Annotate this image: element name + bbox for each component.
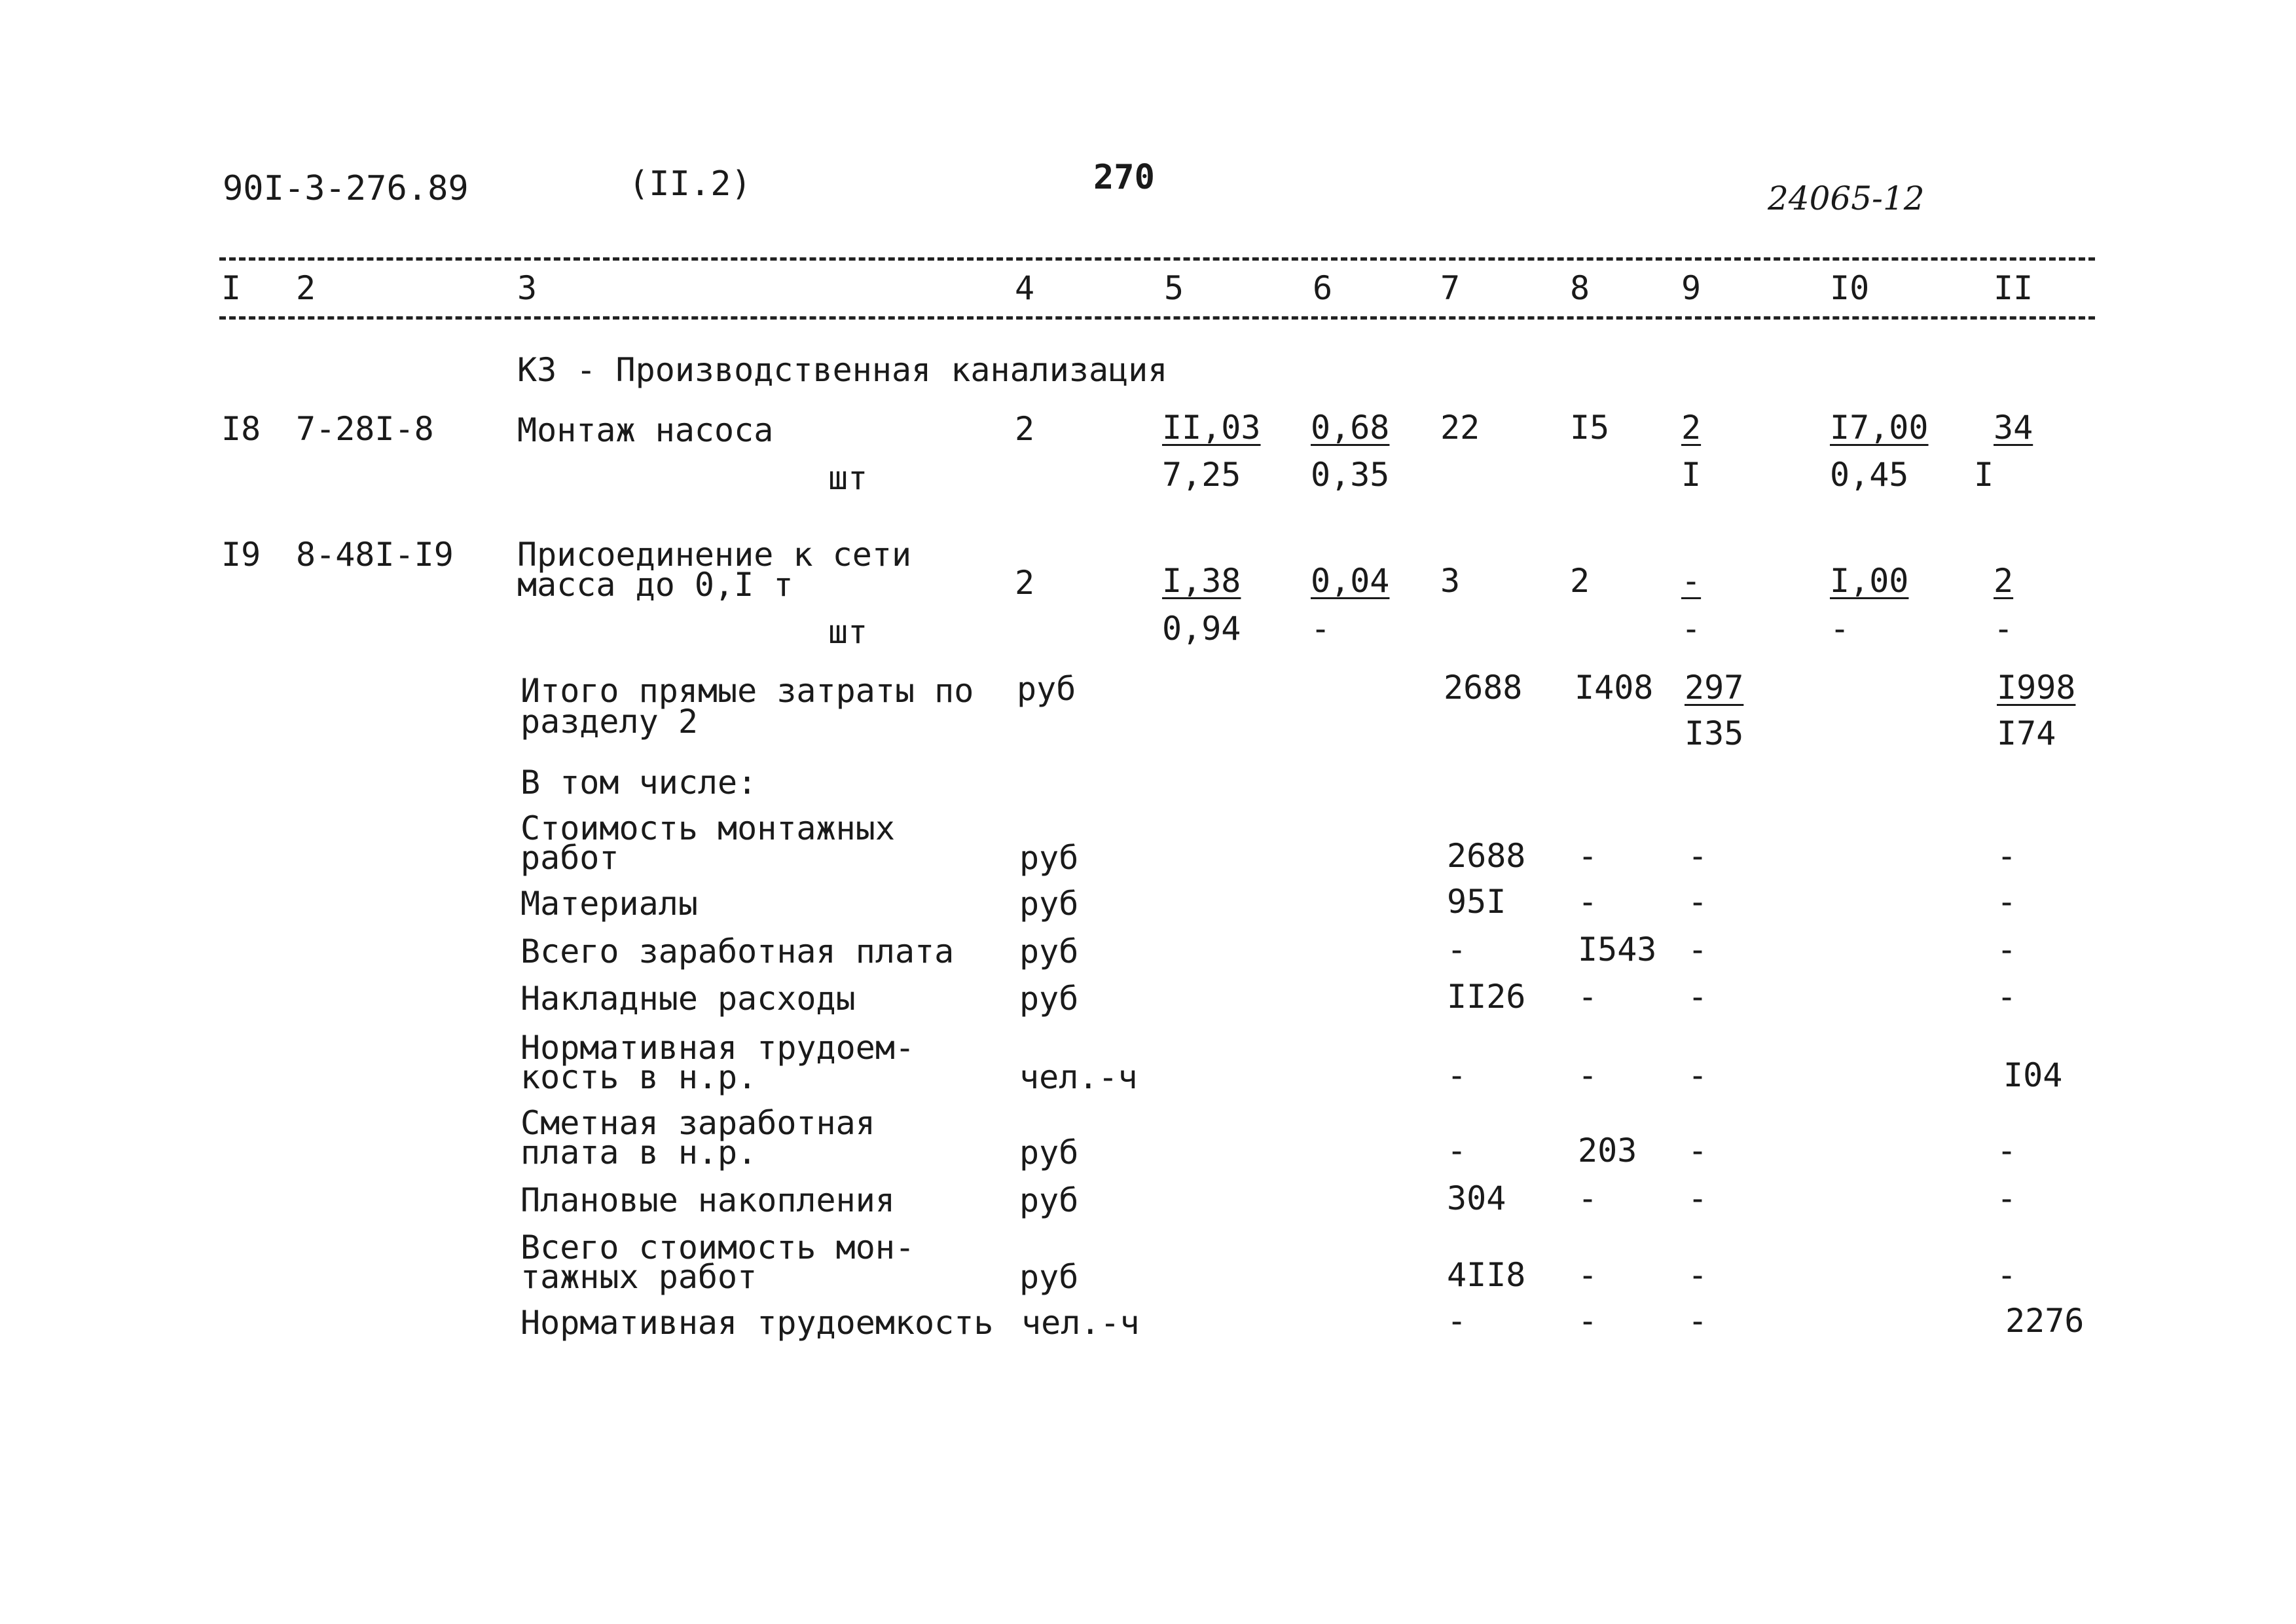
breakdown-label-line2: тажных работ: [520, 1258, 757, 1296]
col11-bottom: -: [1994, 610, 2014, 648]
breakdown-col9: -: [1688, 1056, 1708, 1094]
column-header-7: 7: [1440, 269, 1461, 307]
breakdown-col11: I04: [2003, 1056, 2063, 1094]
breakdown-col9: -: [1688, 1179, 1708, 1217]
col11-top: 2: [1994, 562, 2014, 600]
row-number: I8: [221, 410, 261, 448]
totals-col8: I408: [1575, 669, 1654, 707]
breakdown-col9: -: [1688, 1256, 1708, 1294]
breakdown-label-line1: Накладные расходы: [520, 980, 856, 1018]
breakdown-col9: -: [1688, 883, 1708, 921]
col10-top: I,00: [1830, 562, 1909, 600]
row-number: I9: [221, 536, 261, 574]
col8: 2: [1570, 562, 1590, 600]
column-header-4: 4: [1015, 269, 1035, 307]
breakdown-unit: руб: [1019, 1181, 1079, 1219]
col7: 22: [1440, 409, 1480, 447]
breakdown-unit: руб: [1019, 932, 1079, 970]
rate-code: 8-48I-I9: [296, 536, 454, 574]
breakdown-label-line1: Плановые накопления: [520, 1181, 895, 1219]
breakdown-label-line2: работ: [520, 839, 619, 877]
column-header-3: 3: [517, 269, 538, 307]
breakdown-col8: -: [1578, 1256, 1598, 1294]
column-header-5: 5: [1164, 269, 1184, 307]
breakdown-label-line1: Нормативная трудоем-: [520, 1029, 915, 1067]
breakdown-col8: -: [1578, 978, 1598, 1016]
breakdown-col9: -: [1688, 931, 1708, 969]
including-label: В том числе:: [520, 764, 757, 802]
breakdown-label-line1: Нормативная трудоемкость: [520, 1304, 994, 1342]
section-title: К3 - Производственная канализация: [517, 351, 1168, 389]
breakdown-col8: 203: [1578, 1132, 1637, 1170]
breakdown-col9: -: [1688, 837, 1708, 875]
header-rule-bottom: [219, 316, 2095, 320]
breakdown-col8: -: [1578, 1179, 1598, 1217]
unit-word: шт: [828, 459, 868, 497]
quantity: 2: [1015, 564, 1035, 602]
breakdown-label-line1: Стоимость монтажных: [520, 809, 895, 847]
breakdown-unit: руб: [1019, 1134, 1079, 1172]
breakdown-unit: чел.-ч: [1019, 1058, 1138, 1096]
col6-bottom: 0,35: [1311, 456, 1390, 494]
breakdown-col7: 4II8: [1447, 1256, 1526, 1294]
breakdown-col11: -: [1997, 931, 2017, 969]
breakdown-col11: -: [1997, 883, 2017, 921]
col5-top: II,03: [1162, 409, 1261, 447]
breakdown-col11: -: [1997, 1256, 2017, 1294]
col5-bottom: 0,94: [1162, 610, 1241, 648]
breakdown-label-line1: Всего заработная плата: [520, 932, 955, 970]
breakdown-col7: 2688: [1447, 837, 1526, 875]
breakdown-col8: -: [1578, 1056, 1598, 1094]
column-header-11: II: [1994, 269, 2033, 307]
col9-bottom: -: [1681, 610, 1702, 648]
column-header-8: 8: [1570, 269, 1590, 307]
col6-bottom: -: [1311, 610, 1331, 648]
breakdown-col9: -: [1688, 1132, 1708, 1170]
work-name: Монтаж насоса: [517, 411, 774, 449]
breakdown-col7: -: [1447, 1056, 1467, 1094]
part-number: (II.2): [629, 164, 752, 204]
document-code: 90I-3-276.89: [223, 169, 469, 208]
breakdown-col8: -: [1578, 1302, 1598, 1340]
breakdown-unit: чел.-ч: [1021, 1304, 1140, 1342]
breakdown-col11: -: [1997, 1132, 2017, 1170]
quantity: 2: [1015, 410, 1035, 448]
breakdown-unit: руб: [1019, 980, 1079, 1018]
col8: I5: [1570, 409, 1610, 447]
col5-top: I,38: [1162, 562, 1241, 600]
totals-col7: 2688: [1444, 669, 1523, 707]
col9-top: -: [1681, 562, 1702, 600]
breakdown-unit: руб: [1019, 839, 1079, 877]
breakdown-col8: -: [1578, 883, 1598, 921]
header-rule-top: [219, 257, 2095, 261]
col10-bottom: -: [1830, 610, 1850, 648]
col11-bottom: I: [1974, 456, 1994, 494]
totals-col11-top: I998: [1997, 669, 2076, 707]
column-header-9: 9: [1681, 269, 1702, 307]
totals-col9-top: 297: [1685, 669, 1744, 707]
col6-top: 0,04: [1311, 562, 1390, 600]
breakdown-unit: руб: [1019, 1258, 1079, 1296]
breakdown-col7: 95I: [1447, 883, 1506, 921]
breakdown-label-line2: кость в н.р.: [520, 1058, 757, 1096]
totals-label-line1: Итого прямые затраты по: [520, 672, 974, 710]
work-name-line1: Присоединение к сети: [517, 536, 912, 574]
col11-top: 34: [1994, 409, 2033, 447]
column-header-1: I: [221, 269, 242, 307]
breakdown-col9: -: [1688, 1302, 1708, 1340]
col6-top: 0,68: [1311, 409, 1390, 447]
breakdown-col8: I543: [1578, 931, 1657, 969]
breakdown-label-line1: Всего стоимость мон-: [520, 1228, 915, 1266]
breakdown-label-line1: Материалы: [520, 885, 698, 923]
breakdown-col7: -: [1447, 931, 1467, 969]
totals-unit: руб: [1017, 670, 1076, 708]
totals-col11-bottom: I74: [1997, 714, 2056, 752]
col9-top: 2: [1681, 409, 1702, 447]
col10-bottom: 0,45: [1830, 456, 1909, 494]
breakdown-col8: -: [1578, 837, 1598, 875]
work-name-line2: масса до 0,I т: [517, 566, 793, 604]
col10-top: I7,00: [1830, 409, 1929, 447]
breakdown-label-line2: плата в н.р.: [520, 1134, 757, 1172]
totals-label-line2: разделу 2: [520, 703, 698, 741]
breakdown-col7: -: [1447, 1302, 1467, 1340]
breakdown-col11: 2276: [2005, 1302, 2085, 1340]
column-header-2: 2: [296, 269, 316, 307]
breakdown-col11: -: [1997, 837, 2017, 875]
breakdown-col11: -: [1997, 1179, 2017, 1217]
col5-bottom: 7,25: [1162, 456, 1241, 494]
breakdown-col7: -: [1447, 1132, 1467, 1170]
breakdown-label-line1: Сметная заработная: [520, 1104, 875, 1142]
column-header-6: 6: [1313, 269, 1333, 307]
breakdown-col7: II26: [1447, 978, 1526, 1016]
rate-code: 7-28I-8: [296, 410, 434, 448]
column-header-10: I0: [1830, 269, 1870, 307]
breakdown-col11: -: [1997, 978, 2017, 1016]
breakdown-col7: 304: [1447, 1179, 1506, 1217]
inventory-number-handwritten: 24065-12: [1768, 179, 1925, 217]
totals-col9-bottom: I35: [1685, 714, 1744, 752]
unit-word: шт: [828, 613, 868, 651]
page-number: 270: [1093, 158, 1155, 197]
col9-bottom: I: [1681, 456, 1702, 494]
col7: 3: [1440, 562, 1461, 600]
breakdown-unit: руб: [1019, 885, 1079, 923]
breakdown-col9: -: [1688, 978, 1708, 1016]
